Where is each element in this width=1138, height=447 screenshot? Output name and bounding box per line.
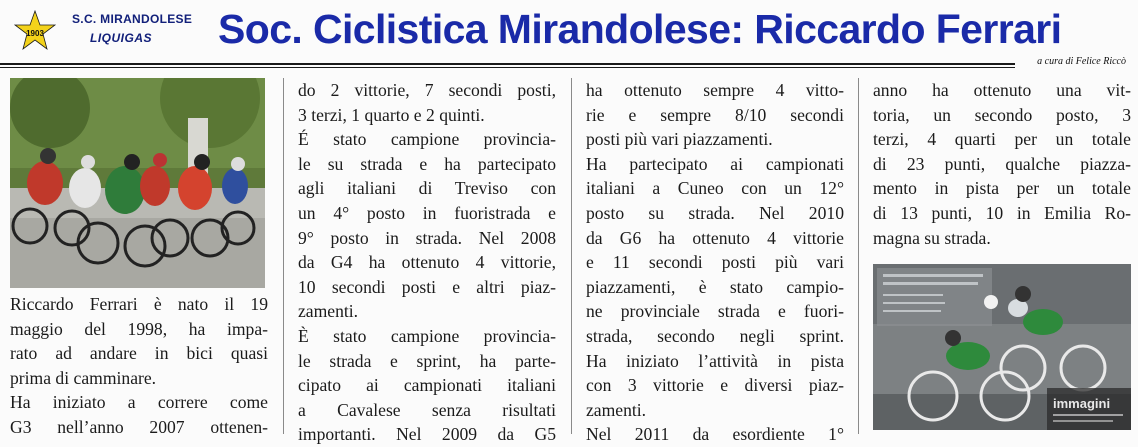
- logo-year: 1903: [26, 29, 44, 38]
- club-block: [72, 10, 192, 48]
- text-line: e 11 secondi posti più vari: [586, 252, 844, 273]
- text-line: terzi, 4 quarti per un totale: [873, 129, 1131, 150]
- text-line: Ha iniziato a correre come: [10, 392, 268, 413]
- text-line: da G6 ha ottenuto 4 vittorie: [586, 227, 844, 248]
- text-line: le su strada e ha partecipato: [298, 153, 556, 174]
- text-line: di 13 punti, 10 in Emilia Ro-: [873, 202, 1131, 223]
- text-line: Ha iniziato l’attività in pista: [586, 350, 844, 371]
- text-line: magna su strada.: [873, 227, 991, 248]
- photo-brand-logo: immagini: [1053, 396, 1111, 411]
- text-line: zamenti.: [586, 399, 647, 420]
- text-line: posto su strada. Nel 2010: [586, 202, 844, 223]
- text-line: importanti. Nel 2009 da G5: [298, 424, 556, 445]
- text-line: agli italiani di Treviso con: [298, 178, 556, 199]
- cyclists-race-photo: [10, 78, 265, 288]
- header-rule-thin: [0, 67, 1015, 68]
- text-line: G3 nell’anno 2007 ottenen-: [10, 416, 268, 437]
- text-line: mento in pista per un totale: [873, 178, 1131, 199]
- text-line: anno ha ottenuto una vit-: [873, 80, 1131, 100]
- club-name: S.C. MIRANDOLESE: [72, 12, 193, 26]
- text-line: a Cavalese senza risultati: [298, 399, 556, 420]
- column-separator: [571, 78, 572, 434]
- text-line: Riccardo Ferrari è nato il 19: [10, 294, 268, 314]
- article-column-4: [873, 78, 1131, 250]
- track-cyclists-photo: [873, 264, 1131, 430]
- text-line: rato ad andare in bici quasi: [10, 343, 268, 364]
- text-line: ha ottenuto sempre 4 vitto-: [586, 80, 844, 100]
- text-line: Ha partecipato ai campionati: [586, 153, 844, 174]
- text-line: zamenti.: [298, 301, 359, 322]
- paragraph: [586, 78, 844, 447]
- article-column-1: [10, 78, 268, 440]
- text-line: piazzamenti, è stato campio-: [586, 276, 844, 297]
- paragraph: [873, 78, 1131, 250]
- article-column-3: [586, 78, 844, 447]
- text-line: strada, secondo negli sprint.: [586, 325, 844, 346]
- text-line: 9° posto in strada. Nel 2008: [298, 227, 556, 248]
- text-line: 3 terzi, 1 quarto e 2 quinti.: [298, 104, 485, 125]
- text-line: toria, un secondo posto, 3: [873, 104, 1131, 125]
- text-line: un 4° posto in fuoristrada e: [298, 202, 556, 223]
- text-line: maggio del 1998, ha impa-: [10, 318, 268, 339]
- text-line: le strada e sprint, ha parte-: [298, 350, 556, 371]
- headline: Soc. Ciclistica Mirandolese: Riccardo Ferrari: [218, 6, 1062, 52]
- curator-credit: a cura di Felice Riccò: [1037, 56, 1126, 67]
- text-line: È stato campione provincia-: [298, 325, 556, 346]
- text-line: posti più vari piazzamenti.: [586, 129, 773, 150]
- text-line: Nel 2011 da esordiente 1°: [586, 424, 844, 445]
- text-line: 10 secondi posti e altri piaz-: [298, 276, 556, 297]
- text-line: rie e sempre 8/10 secondi: [586, 104, 844, 125]
- text-line: ne provinciale strada e fuori-: [586, 301, 844, 322]
- header-rule: [0, 63, 1015, 65]
- paragraph: [298, 78, 556, 447]
- text-line: italiani a Cuneo con un 12°: [586, 178, 844, 199]
- sponsor-name: LIQUIGAS: [90, 31, 153, 45]
- text-line: do 2 vittorie, 7 secondi posti,: [298, 80, 556, 100]
- text-line: É stato campione provincia-: [298, 129, 556, 150]
- text-line: da G4 ha ottenuto 4 vittorie,: [298, 252, 556, 273]
- article-column-2: [298, 78, 556, 447]
- column-separator: [858, 78, 859, 434]
- text-line: di 23 punti, qualche piazza-: [873, 153, 1131, 174]
- masthead: [0, 0, 1138, 66]
- text-line: prima di camminare.: [10, 367, 157, 388]
- text-line: con 3 vittorie e diversi piaz-: [586, 375, 844, 396]
- paragraph: [10, 292, 268, 440]
- text-line: cipato ai campionati italiani: [298, 375, 556, 396]
- club-star-logo: [14, 10, 56, 52]
- column-separator: [283, 78, 284, 434]
